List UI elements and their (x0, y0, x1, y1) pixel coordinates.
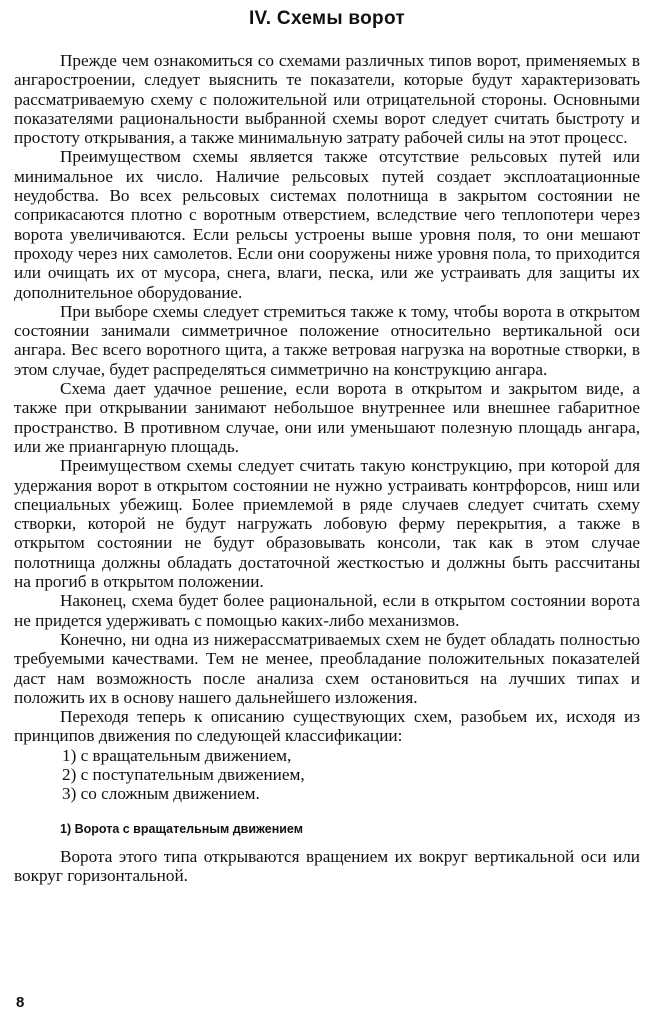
chapter-title: IV. Схемы ворот (248, 8, 406, 29)
page-number: 8 (16, 994, 25, 1011)
paragraph: Наконец, схема будет более рациональной, если в открытом состоянии ворота не придется удерживать с помощью каких-либо механизмов. (14, 591, 640, 630)
list-item: 2) с поступательным движением, (62, 764, 305, 784)
paragraph: Преимуществом схемы является также отсутствие рельсовых путей или минимальное их число. Наличие рельсовых путей создает эксплоатационные неудобства. Во всех рельсовых системах полотнища в закрытом состоянии не соприкасаются плотно с воротным отверстием, вследствие чего теплопотери через ворота увеличиваются. Если рельсы устроены выше уровня поля, то они мешают проходу через них самолетов. Если они сооружены ниже уровня пола, то приходится или очищать их от мусора, снега, влаги, песка, или же устраивать для защиты их дополнительное оборудование. (14, 147, 640, 302)
classification-list (14, 746, 640, 804)
paragraph: Преимуществом схемы следует считать такую конструкцию, при которой для удержания ворот в открытом состоянии не нужно устраивать контрфорсов, ниш или специальных убежищ. Более приемлемой в ряде случаев следует считать схему створки, которой не будут нагружать лобовую ферму перекрытия, а также в открытом состоянии не будут образовывать консоли, так как в этом случае полотнища должны обладать достаточной жесткостью и должны быть рассчитаны на прогиб в открытом положении. (14, 456, 640, 592)
list-item: 3) со сложным движением. (62, 784, 260, 804)
paragraph: Переходя теперь к описанию существующих схем, разобьем их, исходя из принципов движения по следующей классификации: (14, 707, 640, 746)
paragraph: Ворота этого типа открываются вращением их вокруг вертикальной оси или вокруг горизонтальной. (14, 846, 640, 885)
body-text (14, 51, 640, 885)
list-item: 1) с вращательным движением, (62, 745, 292, 765)
paragraph: Прежде чем ознакомиться со схемами различных типов ворот, применяемых в ангаростроении, следует выяснить те показатели, которые будут характеризовать рассматриваемую схему с положительной или отрицательной стороны. Основными показателями рациональности выбранной схемы ворот следует считать быстроту и простоту открывания, а также минимальную затрату рабочей силы на этот процесс. (14, 51, 640, 148)
page (14, 8, 640, 885)
section-heading: 1) Ворота с вращательным движением (60, 821, 303, 836)
paragraph: При выборе схемы следует стремиться также к тому, чтобы ворота в открытом состоянии занимали симметричное положение относительно вертикальной оси ангара. Вес всего воротного щита, а также ветровая нагрузка на воротные створки, в этом случае, будет распределяться симметрично на конструкцию ангара. (14, 301, 640, 379)
paragraph: Схема дает удачное решение, если ворота в открытом и закрытом виде, а также при открывании занимают небольшое внутреннее или внешнее габаритное пространство. В противном случае, они или уменьшают полезную площадь ангара, или же приангарную площадь. (14, 379, 640, 456)
paragraph: Конечно, ни одна из нижерассматриваемых схем не будет обладать полностью требуемыми качествами. Тем не менее, преобладание положительных показателей даст нам возможность после анализа схем остановиться на лучших типах и положить их в основу нашего дальнейшего изложения. (14, 629, 640, 707)
